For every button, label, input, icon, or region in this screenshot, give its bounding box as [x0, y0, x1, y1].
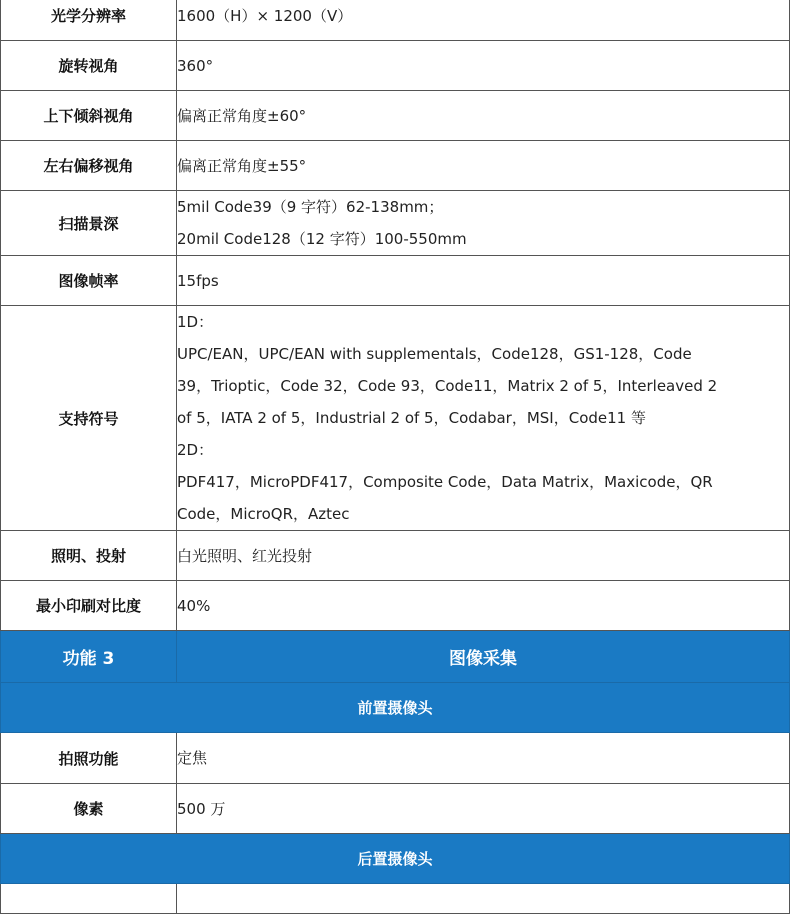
table-row	[1, 0, 790, 41]
row-value	[177, 884, 790, 914]
row-label: 拍照功能	[1, 733, 177, 784]
row-label: 光学分辨率	[1, 0, 177, 41]
section-header-front-camera	[1, 683, 790, 733]
row-value: 定焦	[177, 733, 790, 784]
row-label: 上下倾斜视角	[1, 91, 177, 141]
row-value: 偏离正常角度±55°	[177, 141, 790, 191]
table-row	[1, 141, 790, 191]
table-row	[1, 531, 790, 581]
table-row	[1, 41, 790, 91]
row-value	[177, 191, 790, 256]
value-line: 39，Trioptic，Code 32，Code 93，Code11，Matrix 2 of 5，Interleaved 2	[177, 377, 718, 395]
row-label: 像素	[1, 784, 177, 834]
row-label: 最小印刷对比度	[1, 581, 177, 631]
row-label: 照明、投射	[1, 531, 177, 581]
row-label: 支持符号	[1, 306, 177, 531]
value-line: PDF417，MicroPDF417，Composite Code，Data Matrix，Maxicode，QR	[177, 473, 713, 491]
table-row	[1, 191, 790, 256]
row-label: 图像帧率	[1, 256, 177, 306]
section-header-rear-camera	[1, 834, 790, 884]
row-value: 白光照明、红光投射	[177, 531, 790, 581]
value-line: 5mil Code39（9 字符）62-138mm；	[177, 198, 444, 216]
table-row	[1, 884, 790, 914]
row-value: 15fps	[177, 256, 790, 306]
value-line: 1D：	[177, 313, 214, 331]
table-row	[1, 581, 790, 631]
table-row	[1, 306, 790, 531]
value-line: 2D：	[177, 441, 214, 459]
row-value: 500 万	[177, 784, 790, 834]
row-value: 40%	[177, 581, 790, 631]
row-label: 扫描景深	[1, 191, 177, 256]
section-title: 后置摄像头	[1, 834, 790, 884]
table-row	[1, 256, 790, 306]
function-label: 功能 3	[1, 631, 177, 683]
table-row	[1, 91, 790, 141]
value-line: of 5，IATA 2 of 5，Industrial 2 of 5，Codabar，MSI，Code11 等	[177, 409, 646, 427]
row-value: 偏离正常角度±60°	[177, 91, 790, 141]
value-line: 20mil Code128（12 字符）100-550mm	[177, 230, 467, 248]
section-title: 前置摄像头	[1, 683, 790, 733]
table-row	[1, 784, 790, 834]
value-line: Code，MicroQR，Aztec	[177, 505, 350, 523]
row-label	[1, 884, 177, 914]
row-label: 左右偏移视角	[1, 141, 177, 191]
row-value: 360°	[177, 41, 790, 91]
function-title: 图像采集	[177, 631, 790, 683]
row-value	[177, 306, 790, 531]
function-header-row	[1, 631, 790, 683]
table-row	[1, 733, 790, 784]
row-value: 1600（H）× 1200（V）	[177, 0, 790, 41]
row-label: 旋转视角	[1, 41, 177, 91]
value-line: UPC/EAN，UPC/EAN with supplementals，Code128，GS1-128，Code	[177, 345, 692, 363]
